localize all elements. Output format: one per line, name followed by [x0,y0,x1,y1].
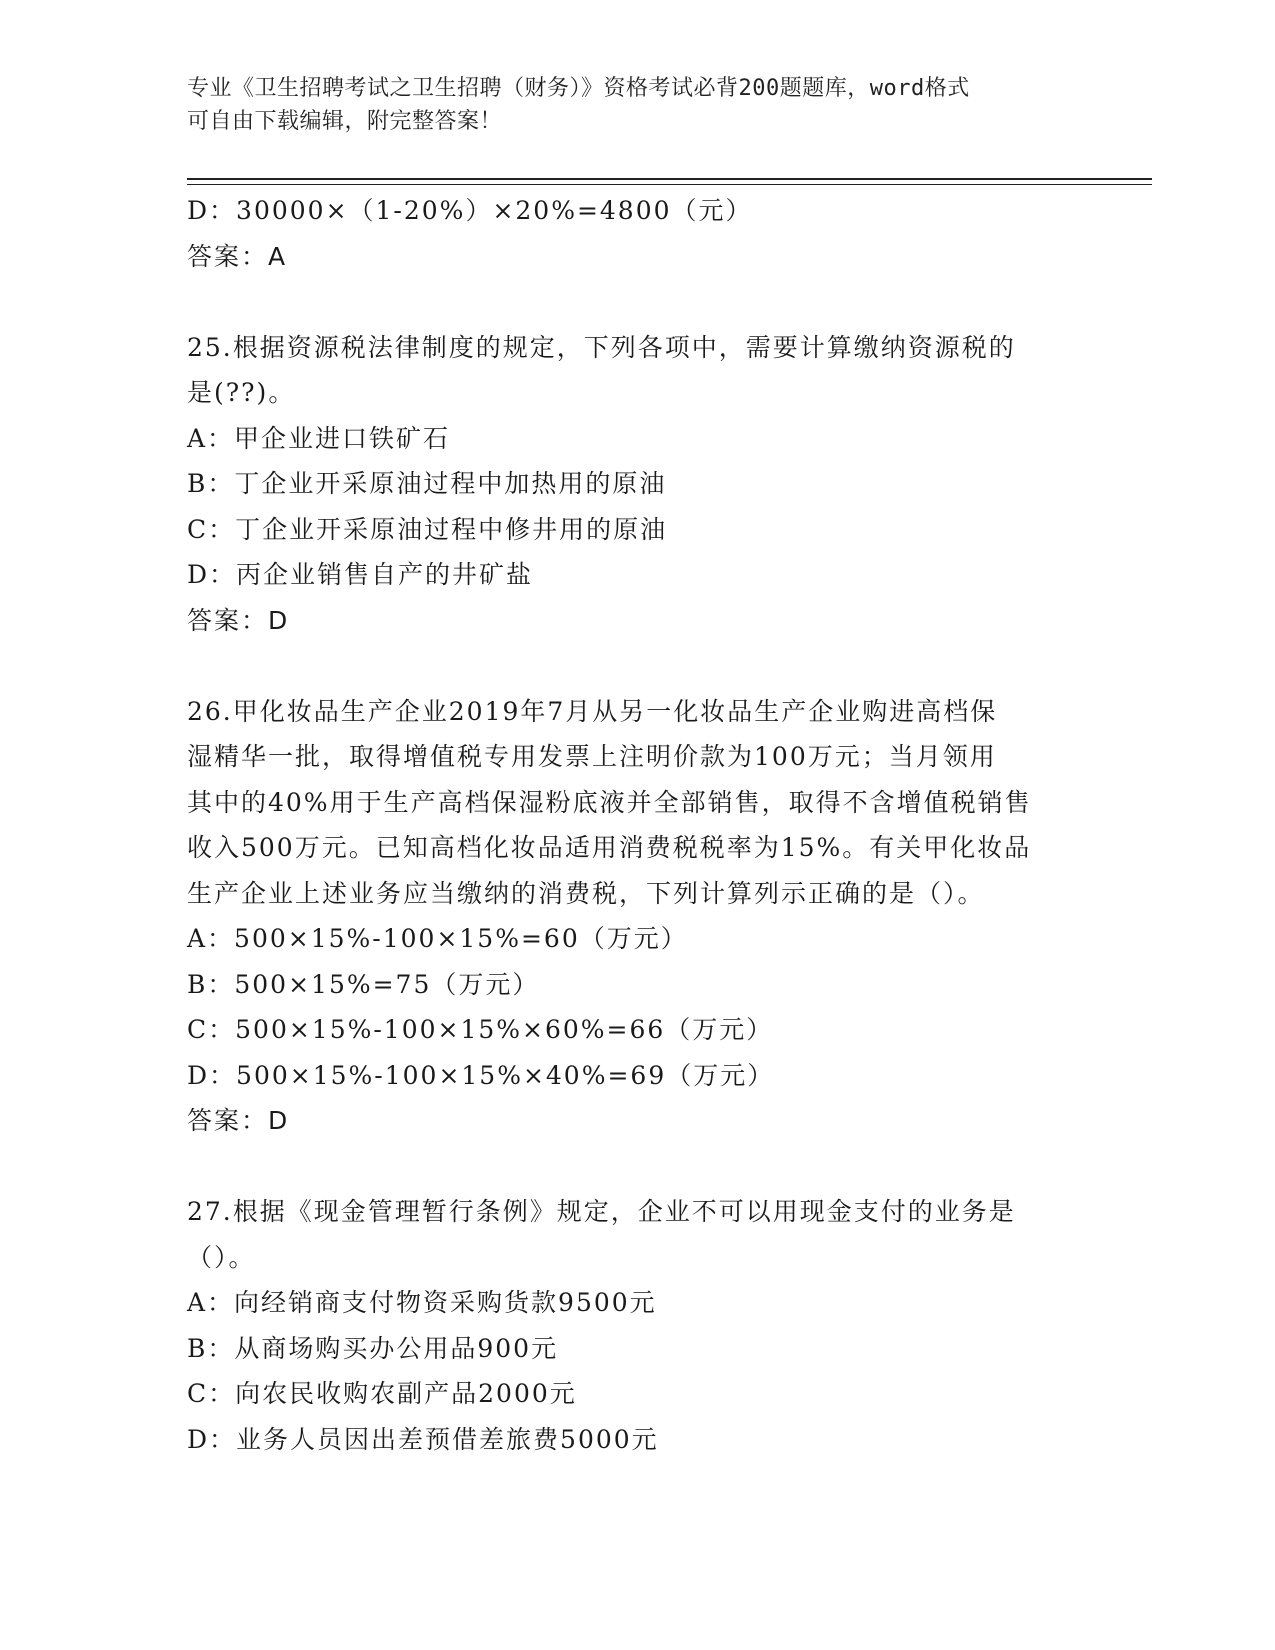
option-d: D：500×15%-100×15%×40%=69（万元） [187,1060,775,1090]
option-b: B：丁企业开采原油过程中加热用的原油 [187,469,667,498]
question-stem: 收入500万元。已知高档化妆品适用消费税税率为15%。有关甲化妆品 [187,833,1032,862]
spacer [187,643,1077,689]
question-stem: 生产企业上述业务应当缴纳的消费税，下列计算列示正确的是（）。 [187,878,985,908]
header-line-2: 可自由下载编辑，附完整答案！ [187,109,503,134]
question-stem: 湿精华一批，取得增值税专用发票上注明价款为100万元；当月领用 [187,742,997,771]
answer-line: 答案：A [187,241,288,271]
header-line-1: 专业《卫生招聘考试之卫生招聘（财务）》资格考试必背200题题库，word格式 [187,76,970,101]
question-26 [187,689,1077,1144]
answer-line: 答案：D [187,605,290,635]
option-a: A：向经销商支付物资采购货款9500元 [187,1288,657,1317]
option-a: A：甲企业进口铁矿石 [187,423,451,453]
question-stem: 26.甲化妆品生产企业2019年7月从另一化妆品生产企业购进高档保 [187,696,998,726]
question-27 [187,1189,1077,1462]
question-25 [187,325,1077,644]
question-stem: 其中的40%用于生产高档保湿粉底液并全部销售，取得不含增值税销售 [187,787,1032,817]
option-c: C：500×15%-100×15%×60%=66（万元） [187,1015,774,1044]
header-divider-thick [187,178,1152,180]
question-stem: 25.根据资源税法律制度的规定，下列各项中，需要计算缴纳资源税的 [187,332,1016,362]
option-b: B：500×15%=75（万元） [187,969,540,999]
option-c: C：丁企业开采原油过程中修井用的原油 [187,514,668,544]
header-divider-thin [187,184,1152,185]
previous-question-tail [187,188,1077,279]
document-body [187,188,1077,1462]
option-c: C：向农民收购农副产品2000元 [187,1379,577,1408]
option-d: D：30000×（1-20%）×20%=4800（元） [187,196,753,225]
answer-line: 答案：D [187,1106,290,1135]
document-header [187,72,1067,138]
option-d: D：业务人员因出差预借差旅费5000元 [187,1424,659,1454]
spacer [187,279,1077,325]
option-a: A：500×15%-100×15%=60（万元） [187,924,688,953]
question-stem: 是(??)。 [187,378,296,407]
option-d: D：丙企业销售自产的井矿盐 [187,560,534,589]
question-stem: 27.根据《现金管理暂行条例》规定，企业不可以用现金支付的业务是 [187,1197,1016,1226]
spacer [187,1144,1077,1190]
question-stem: （）。 [187,1242,256,1272]
option-b: B：从商场购买办公用品900元 [187,1333,559,1363]
